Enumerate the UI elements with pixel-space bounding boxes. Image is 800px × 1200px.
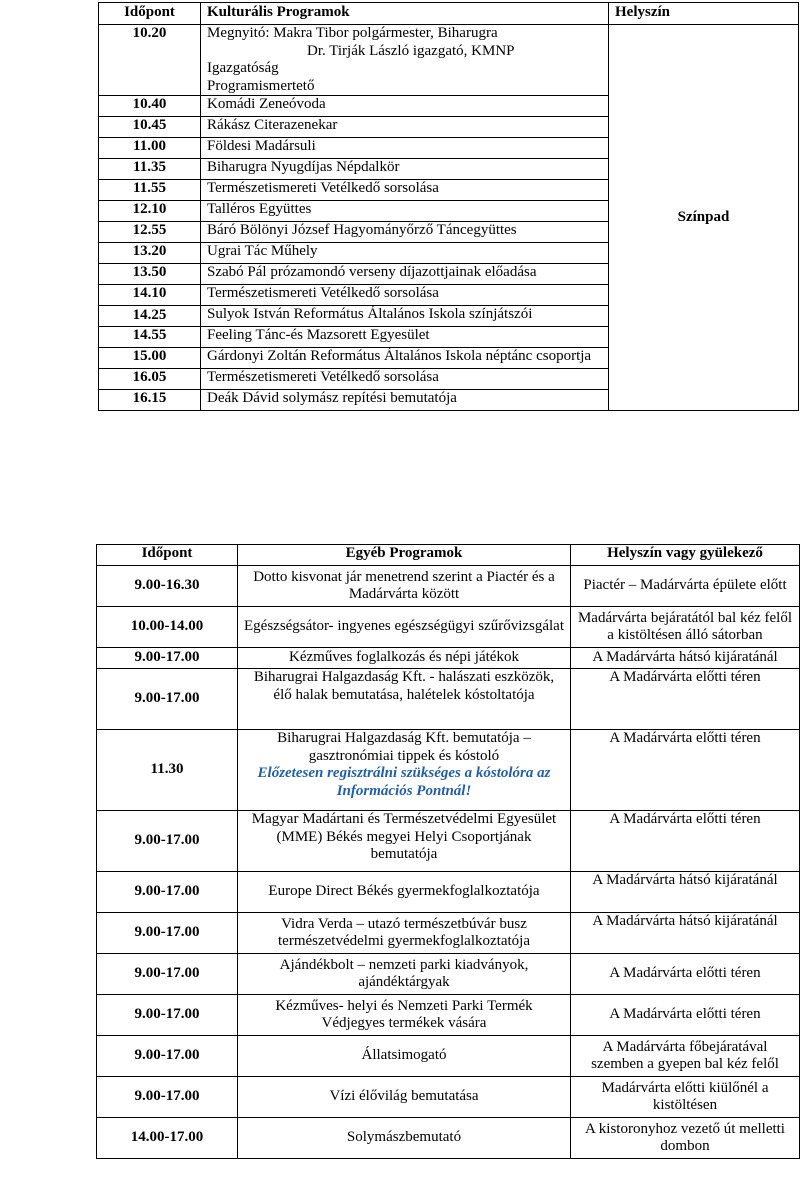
table-row <box>97 872 800 913</box>
row-program: Földesi Madársuli <box>201 138 609 159</box>
header-location: Helyszín vagy gyülekező <box>571 545 800 566</box>
row-location: A Madárvárta hátsó kijáratánál <box>571 913 800 954</box>
header-time: Időpont <box>99 3 201 25</box>
table-row <box>97 1077 800 1118</box>
row-location: Madárvárta előtti kiülőnél a kistöltésen <box>571 1077 800 1118</box>
stage-location-label: Színpad <box>677 208 730 225</box>
row-program: Biharugra Nyugdíjas Népdalkör <box>201 159 609 180</box>
row-program-text: Vidra Verda – utazó természetbúvár busz természetvédelmi gyermekfoglalkoztatója <box>278 915 530 949</box>
row-time: 14.00-17.00 <box>97 1118 238 1159</box>
row-program: Deák Dávid solymász repítési bemutatója <box>201 390 609 411</box>
row-location: A Madárvárta előtti téren <box>571 995 800 1036</box>
row-time: 9.00-17.00 <box>97 872 238 913</box>
row-location: A kistoronyhoz vezető út melletti dombon <box>571 1118 800 1159</box>
row-program: Természetismereti Vetélkedő sorsolása <box>201 180 609 201</box>
row-time: 9.00-17.00 <box>97 1036 238 1077</box>
header-program: Egyéb Programok <box>238 545 571 566</box>
table-row <box>97 648 800 669</box>
row-location: Madárvárta bejáratától bal kéz felől a kistöltésen álló sátorban <box>571 607 800 648</box>
row-program: Komádi Zeneóvoda <box>201 96 609 117</box>
row-program-text: Kézműves foglalkozás és népi játékok <box>289 649 519 666</box>
row-location: A Madárvárta hátsó kijáratánál <box>571 648 800 669</box>
row-time: 14.55 <box>99 327 201 348</box>
row-program-text: Vízi élővilág bemutatása <box>329 1088 479 1105</box>
table-row <box>97 669 800 730</box>
row-program: Gárdonyi Zoltán Református Általános Iskola néptánc csoportja <box>201 348 609 369</box>
table-row <box>97 607 800 648</box>
row-program <box>238 566 571 607</box>
row-time: 9.00-17.00 <box>97 913 238 954</box>
row-time: 11.55 <box>99 180 201 201</box>
row-program: Talléros Együttes <box>201 201 609 222</box>
table-row <box>97 730 800 811</box>
row-program: Szabó Pál prózamondó verseny díjazottjainak előadása <box>201 264 609 285</box>
row-time: 13.20 <box>99 243 201 264</box>
row-program-text: Solymászbemutató <box>346 1129 462 1146</box>
cultural-programs-table <box>98 2 799 411</box>
row-program <box>238 1036 571 1077</box>
row-program: Sulyok István Református Általános Iskola színjátszói <box>201 306 609 327</box>
row-program <box>238 872 571 913</box>
row-program-text: Biharugrai Halgazdaság Kft. bemutatója – gasztronómiai tippek és kóstoló <box>277 730 531 764</box>
header-location: Helyszín <box>609 3 799 25</box>
row-program <box>238 648 571 669</box>
opening-line: Megnyitó: Makra Tibor polgármester, Biharugra <box>207 25 498 41</box>
row-time: 9.00-17.00 <box>97 648 238 669</box>
row-location: A Madárvárta előtti téren <box>571 730 800 811</box>
row-time: 10.40 <box>99 96 201 117</box>
row-location: A Madárvárta előtti téren <box>571 954 800 995</box>
row-program-text: Magyar Madártani és Természetvédelmi Egyesület (MME) Békés megyei Helyi Csoportjának bemutatója <box>251 811 557 862</box>
table-row <box>97 811 800 872</box>
row-program: Természetismereti Vetélkedő sorsolása <box>201 369 609 390</box>
opening-line: Programismertető <box>207 77 315 94</box>
row-time: 9.00-17.00 <box>97 995 238 1036</box>
row-time: 9.00-16.30 <box>97 566 238 607</box>
row-program: Természetismereti Vetélkedő sorsolása <box>201 285 609 306</box>
row-location: A Madárvárta előtti téren <box>571 811 800 872</box>
table-row <box>97 1036 800 1077</box>
row-time: 15.00 <box>99 348 201 369</box>
header-time: Időpont <box>97 545 238 566</box>
row-program <box>238 669 571 730</box>
other-programs-table <box>96 544 800 1159</box>
row-program: Ugrai Tác Műhely <box>201 243 609 264</box>
header-program: Kulturális Programok <box>201 3 609 25</box>
row-program-text: Egészségsátor- ingyenes egészségügyi szűrővizsgálat <box>244 618 565 635</box>
row-program: Feeling Tánc-és Mazsorett Egyesület <box>201 327 609 348</box>
table-row <box>97 913 800 954</box>
row-program <box>238 954 571 995</box>
row-time: 13.50 <box>99 264 201 285</box>
row-time: 9.00-17.00 <box>97 1077 238 1118</box>
opening-line: Dr. Tirják László igazgató, KMNP <box>307 42 515 59</box>
row-time: 12.55 <box>99 222 201 243</box>
row-time: 9.00-17.00 <box>97 669 238 730</box>
table-row <box>97 995 800 1036</box>
row-program <box>238 607 571 648</box>
row-location: A Madárvárta hátsó kijáratánál <box>571 872 800 913</box>
row-time: 11.30 <box>97 730 238 811</box>
opening-line: Igazgatóság <box>207 60 279 76</box>
row-time: 16.05 <box>99 369 201 390</box>
row-time: 16.15 <box>99 390 201 411</box>
table-row <box>97 566 800 607</box>
row-time: 10.20 <box>99 25 201 96</box>
row-program <box>238 1118 571 1159</box>
row-time: 11.00 <box>99 138 201 159</box>
row-location: A Madárvárta főbejáratával szemben a gyepen bal kéz felől <box>571 1036 800 1077</box>
row-time: 12.10 <box>99 201 201 222</box>
table-row <box>97 1118 800 1159</box>
row-program <box>238 995 571 1036</box>
opening-program <box>201 25 609 96</box>
row-time: 9.00-17.00 <box>97 811 238 872</box>
row-program-text: Ajándékbolt – nemzeti parki kiadványok, ajándéktárgyak <box>279 956 529 990</box>
table-row <box>99 25 799 96</box>
row-program <box>238 730 571 811</box>
row-program <box>238 811 571 872</box>
row-time: 14.25 <box>99 306 201 327</box>
row-program-text: Biharugrai Halgazdaság Kft. - halászati eszközök, élő halak bemutatása, halételek kóstoltatója <box>253 669 555 703</box>
stage-location <box>609 25 799 411</box>
registration-note: Előzetesen regisztrálni szükséges a kóstolóra az Információs Pontnál! <box>257 765 551 799</box>
row-program: Báró Bölönyi József Hagyományőrző Táncegyüttes <box>201 222 609 243</box>
row-location: Piactér – Madárvárta épülete előtt <box>571 566 800 607</box>
row-program: Rákász Citerazenekar <box>201 117 609 138</box>
row-time: 9.00-17.00 <box>97 954 238 995</box>
row-program <box>238 913 571 954</box>
row-program-text: Állatsimogató <box>361 1047 447 1064</box>
row-time: 10.45 <box>99 117 201 138</box>
row-program <box>238 1077 571 1118</box>
row-time: 10.00-14.00 <box>97 607 238 648</box>
row-location: A Madárvárta előtti téren <box>571 669 800 730</box>
row-program-text: Kézműves- helyi és Nemzeti Parki Termék Védjegyes termékek vására <box>275 997 533 1031</box>
row-time: 11.35 <box>99 159 201 180</box>
row-time: 14.10 <box>99 285 201 306</box>
row-program-text: Europe Direct Békés gyermekfoglalkoztatója <box>268 883 540 900</box>
table-row <box>97 954 800 995</box>
row-program-text: Dotto kisvonat jár menetrend szerint a Piactér és a Madárvárta között <box>253 568 555 602</box>
